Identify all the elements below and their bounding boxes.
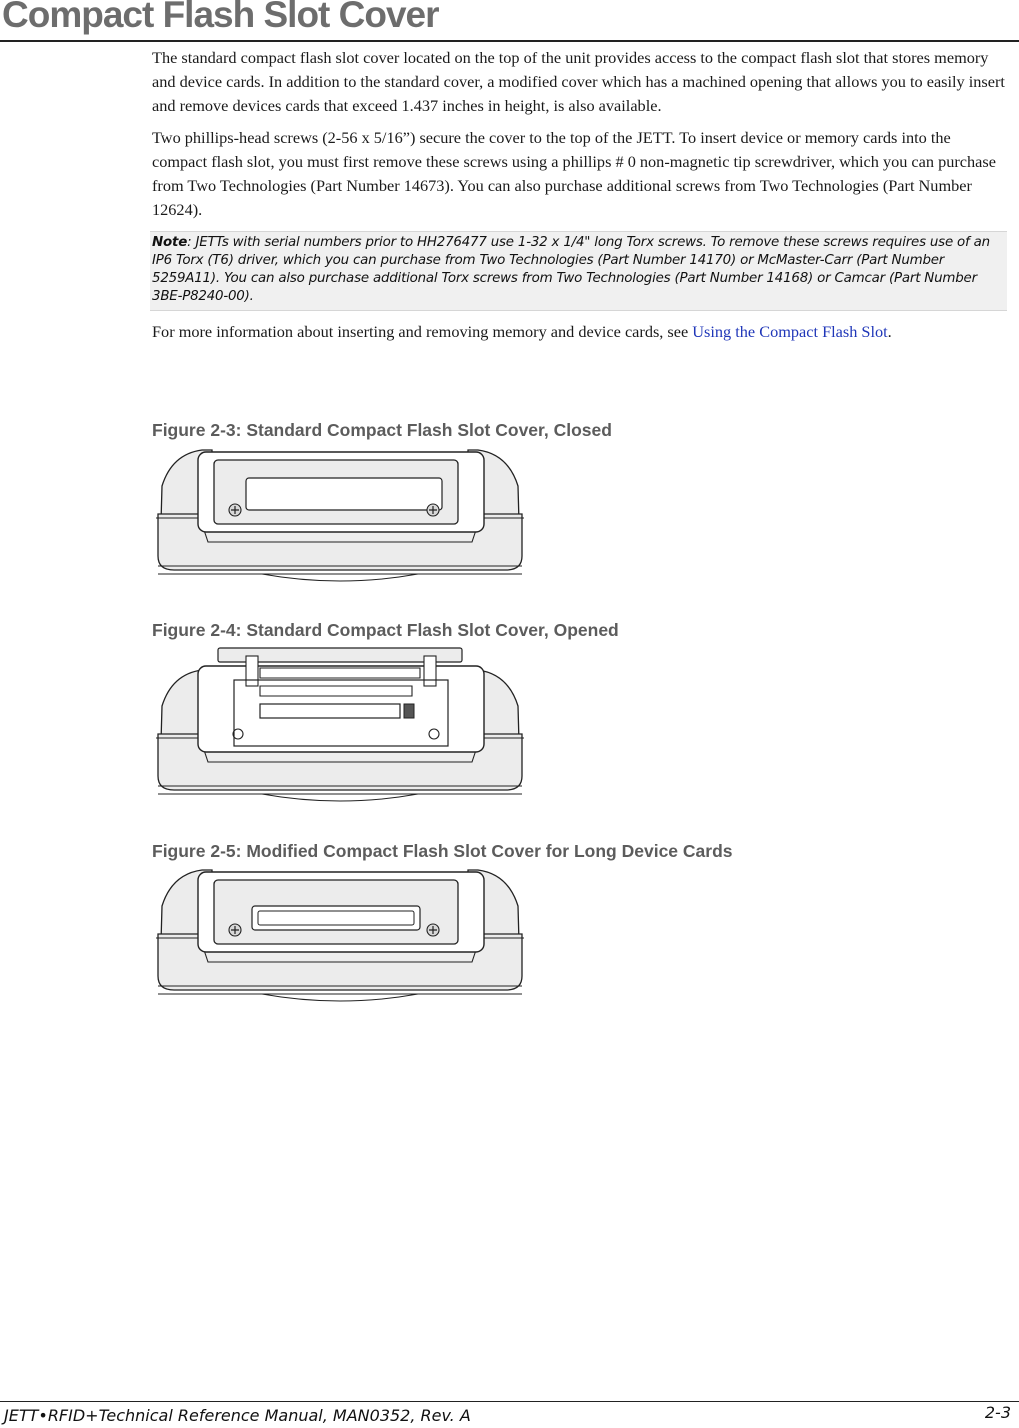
figure-opened-cover <box>150 646 530 806</box>
screws-paragraph: Two phillips-head screws (2-56 x 5/16”) secure the cover to the top of the JETT. To insert device or memory cards into the compact flash slot, you must first remove these screws using a phillips # 0 non-magnetic tip screwdriver, which you can purchase from Two Technologies (Part Number 14673). You can also purchase additional screws from Two Technologies (Part Number 12624). <box>152 128 996 219</box>
note-box <box>150 231 1007 311</box>
hinge-left <box>246 656 258 686</box>
intro-paragraph: The standard compact flash slot cover located on the top of the unit provides access to the compact flash slot that stores memory and device cards. In addition to the standard cover, a modified cover which has a machined opening that allows you to easily insert and remove devices cards that exceed 1.437 inches in height, is also available. <box>152 48 1005 115</box>
more-info-text: For more information about inserting and removing memory and device cards, see <box>152 321 693 341</box>
machined-opening <box>252 906 420 930</box>
title-divider <box>0 40 1019 42</box>
figure-caption-2-4: Figure 2-4: Standard Compact Flash Slot Cover, Opened <box>152 620 619 640</box>
more-info-paragraph <box>152 320 1007 344</box>
page-title: Compact Flash Slot Cover <box>2 0 439 35</box>
card-connector <box>260 704 400 718</box>
figure-closed-cover <box>150 446 530 582</box>
slot-cover-recess <box>246 478 442 510</box>
compact-flash-slot-link[interactable]: Using the Compact Flash Slot <box>692 321 888 341</box>
hinge-right <box>424 656 436 686</box>
footer-manual-title: JETT•RFID+Technical Reference Manual, MAN0352, Rev. A <box>4 1406 471 1425</box>
note-label: Note <box>152 234 188 250</box>
figure-caption-2-3: Figure 2-3: Standard Compact Flash Slot Cover, Closed <box>152 420 612 440</box>
more-info-end: . <box>887 321 892 341</box>
page-number: 2-3 <box>984 1403 1011 1422</box>
note-text: : JETTs with serial numbers prior to HH276477 use 1-32 x 1/4" long Torx screws. To remove these screws requires use of an IP6 Torx (T6) driver, which you can purchase from Two Technologies (Part Number 14170) or McMaster-Carr (Part Number 5259A11). You can also purchase additional Torx screws from Two Technologies (Part Number 14168) or Camcar (Part Number 3BE-P8240-00). <box>152 234 990 304</box>
eject-button <box>404 704 414 718</box>
figure-caption-2-5: Figure 2-5: Modified Compact Flash Slot Cover for Long Device Cards <box>152 841 733 861</box>
figure-modified-cover <box>150 866 530 1010</box>
footer-divider <box>0 1401 1019 1402</box>
main-content <box>152 46 1007 352</box>
